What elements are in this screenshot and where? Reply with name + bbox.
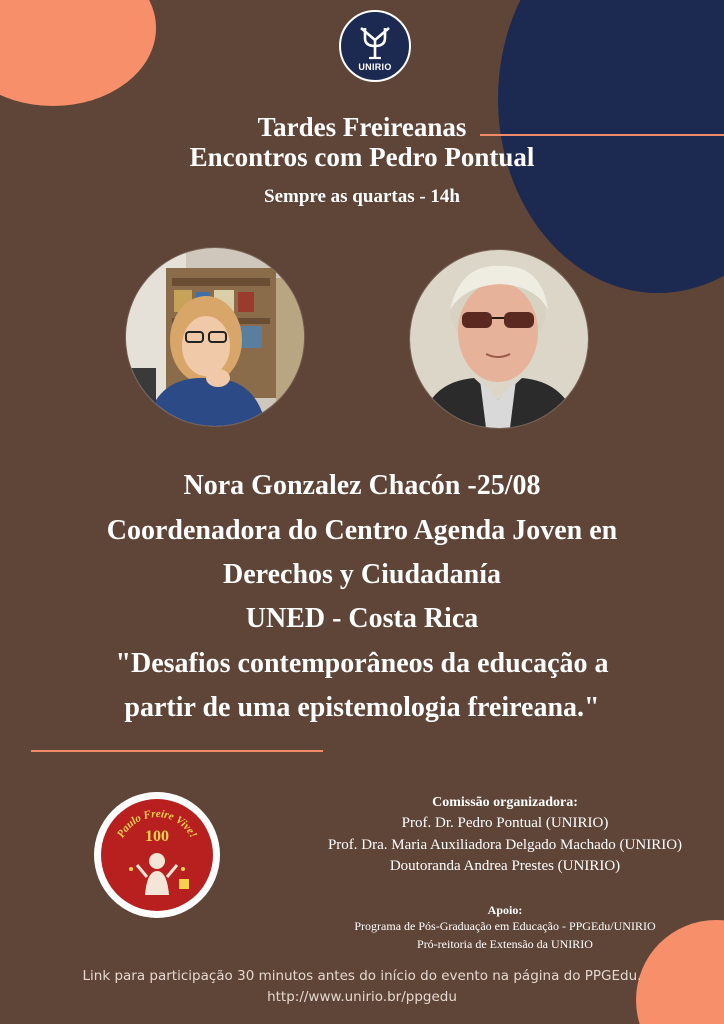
host-photo — [410, 250, 588, 428]
event-subtitle: Encontros com Pedro Pontual — [189, 142, 535, 172]
commission-member: Doutoranda Andrea Prestes (UNIRIO) — [389, 858, 621, 874]
decor-circle-top-left — [0, 0, 156, 106]
badge-number: 100 — [145, 828, 169, 845]
logo-text: UNIRIO — [358, 62, 392, 72]
support-heading: Apoio: — [487, 903, 523, 917]
badge-title: Paulo Freire Vive! — [114, 807, 200, 840]
commission-member: Prof. Dra. Maria Auxiliadora Delgado Machado (UNIRIO) — [327, 837, 683, 853]
speaker-institution: UNED - Costa Rica — [245, 603, 479, 634]
speaker-photo — [126, 248, 304, 426]
footer-note: Link para participação 30 minutos antes do início do evento na página do PPGEdu. — [82, 968, 642, 984]
speaker-role-line1: Coordenadora do Centro Agenda Joven en — [106, 515, 618, 546]
commission-member: Prof. Dr. Pedro Pontual (UNIRIO) — [401, 815, 609, 831]
support-item: Pró-reitoria de Extensão da UNIRIO — [417, 937, 593, 951]
talk-title-line1: "Desafios contemporâneos da educação a — [115, 648, 609, 679]
speaker-name-date: Nora Gonzalez Chacón -25/08 — [183, 470, 541, 501]
support-item: Programa de Pós-Graduação em Educação - PPGEdu/UNIRIO — [354, 919, 656, 933]
paulo-freire-vive-badge — [94, 792, 220, 918]
talk-title-line2: partir de uma epistemologia freireana." — [124, 692, 600, 723]
event-schedule: Sempre as quartas - 14h — [264, 186, 460, 207]
divider-middle — [31, 750, 323, 752]
unirio-emblem-icon — [355, 24, 395, 60]
event-title: Tardes Freireanas — [257, 112, 467, 142]
commission-heading: Comissão organizadora: — [432, 795, 578, 810]
footer-link[interactable]: http://www.unirio.br/ppgedu — [267, 989, 457, 1005]
speaker-role-line2: Derechos y Ciudadanía — [223, 559, 501, 590]
unirio-logo — [339, 10, 411, 82]
